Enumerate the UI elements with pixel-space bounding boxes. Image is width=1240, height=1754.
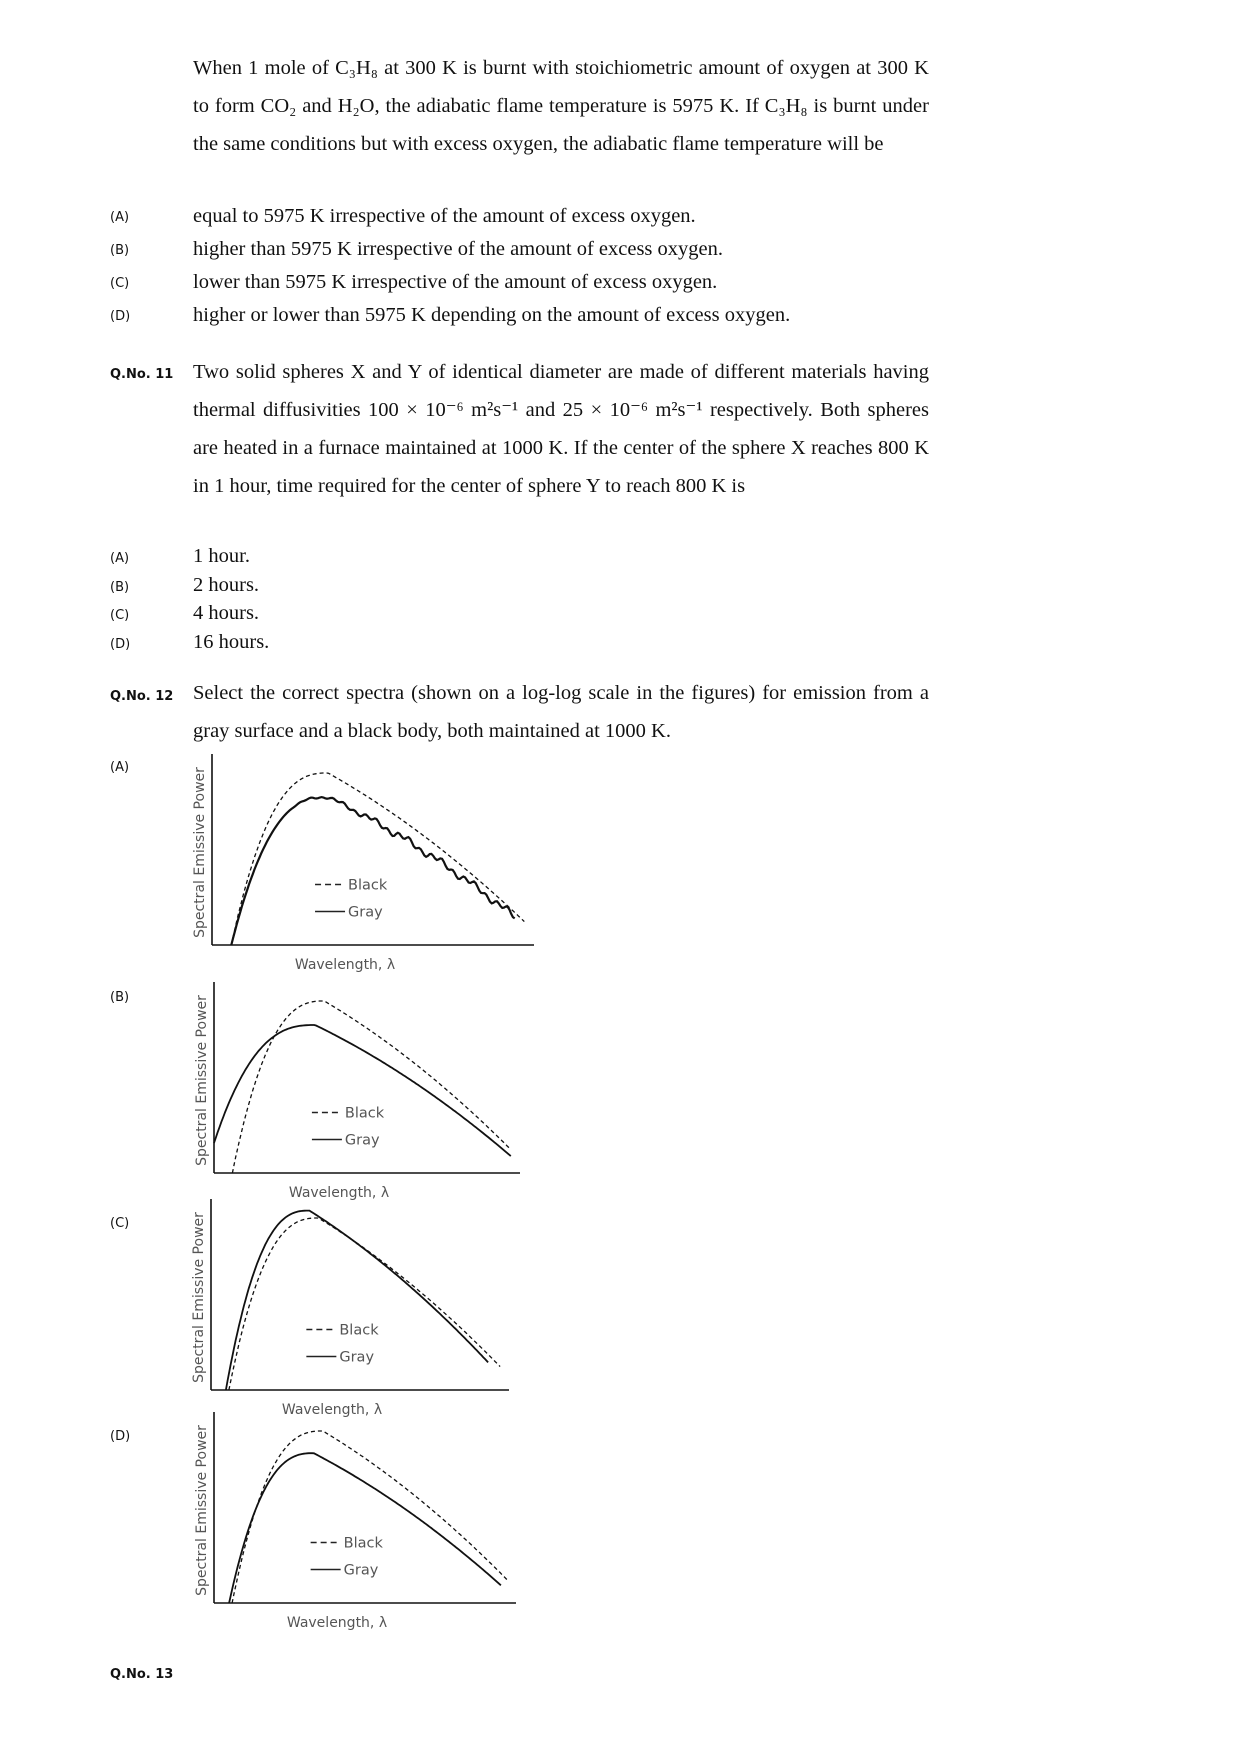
series-line-gray — [231, 797, 514, 945]
q11-number: Q.No. 11 — [110, 367, 174, 382]
spectra-chart-svg — [188, 1410, 526, 1639]
q11-option-c-text[interactable]: 4 hours. — [193, 602, 260, 624]
q11-option-b-label: (B) — [110, 580, 130, 595]
q10-option-d-label: (D) — [110, 309, 131, 324]
legend-label-black: Black — [343, 1535, 383, 1552]
spectra-chart-svg — [188, 1197, 519, 1426]
chart-option-d[interactable] — [188, 1410, 526, 1639]
q10-option-b-text[interactable]: higher than 5975 K irrespective of the amount of excess oxygen. — [193, 238, 723, 260]
q11-stem: Two solid spheres X and Y of identical diameter are made of different materials having thermal diffusivities 100 × 10⁻⁶ m²s⁻¹ and 25 × 10⁻⁶ m²s⁻¹ respectively. Both spheres are heated in a furnace maintained at 1000 K. If the center of the sphere X reaches 800 K in 1 hour, time required for the center of sphere Y to reach 800 K is — [193, 361, 929, 497]
q10-option-b-label: (B) — [110, 243, 130, 258]
q10-option-c-label: (C) — [110, 276, 130, 291]
legend-label-black: Black — [344, 1105, 385, 1122]
x-axis-label: Wavelength, λ — [286, 1615, 388, 1631]
q11-option-a-text[interactable]: 1 hour. — [193, 545, 250, 567]
spectra-chart-svg — [188, 980, 530, 1209]
chart-option-c[interactable] — [188, 1197, 519, 1426]
y-axis-label: Spectral Emissive Power — [194, 1425, 210, 1596]
x-axis-label: Wavelength, λ — [294, 957, 396, 973]
q11-option-d-label: (D) — [110, 637, 131, 652]
x-axis-label: Wavelength, λ — [281, 1402, 383, 1418]
legend-label-gray: Gray — [348, 904, 383, 921]
q11-option-a-label: (A) — [110, 551, 130, 566]
q12-stem: Select the correct spectra (shown on a log-log scale in the figures) for emission from a gray surface and a black body, both maintained at 1000 K. — [193, 682, 929, 742]
y-axis-label: Spectral Emissive Power — [191, 1212, 207, 1383]
y-axis-label: Spectral Emissive Power — [194, 995, 210, 1166]
legend-label-gray: Gray — [343, 1562, 379, 1579]
x-axis-label: Wavelength, λ — [288, 1185, 390, 1201]
q12-option-c-label: (C) — [110, 1216, 130, 1231]
q13-number: Q.No. 13 — [110, 1667, 174, 1682]
q11-option-b-text[interactable]: 2 hours. — [193, 574, 260, 596]
q12-option-b-label: (B) — [110, 990, 130, 1005]
legend-label-black: Black — [348, 877, 388, 894]
q10-option-a-label: (A) — [110, 210, 130, 225]
legend-label-gray: Gray — [344, 1132, 380, 1149]
q10-stem: When 1 mole of C₃H₈ at 300 K is burnt with stoichiometric amount of oxygen at 300 K to form CO₂ and H₂O, the adiabatic flame temperature is 5975 K. If C₃H₈ is burnt under the same conditions but with excess oxygen, the adiabatic flame temperature will be — [193, 57, 929, 155]
y-axis-label: Spectral Emissive Power — [192, 767, 208, 938]
chart-option-a[interactable] — [188, 752, 544, 981]
spectra-chart-svg — [188, 752, 544, 981]
q12-option-d-label: (D) — [110, 1429, 131, 1444]
q10-option-c-text[interactable]: lower than 5975 K irrespective of the amount of excess oxygen. — [193, 271, 718, 293]
q12-number: Q.No. 12 — [110, 689, 174, 704]
chart-option-b[interactable] — [188, 980, 530, 1209]
q12-option-a-label: (A) — [110, 760, 130, 775]
q11-option-d-text[interactable]: 16 hours. — [193, 631, 270, 653]
legend-label-gray: Gray — [339, 1349, 375, 1366]
legend-label-black: Black — [339, 1322, 379, 1339]
series-line-gray — [229, 1453, 501, 1603]
q10-option-d-text[interactable]: higher or lower than 5975 K depending on the amount of excess oxygen. — [193, 304, 791, 326]
q10-option-a-text[interactable]: equal to 5975 K irrespective of the amount of excess oxygen. — [193, 205, 696, 227]
q11-option-c-label: (C) — [110, 608, 130, 623]
